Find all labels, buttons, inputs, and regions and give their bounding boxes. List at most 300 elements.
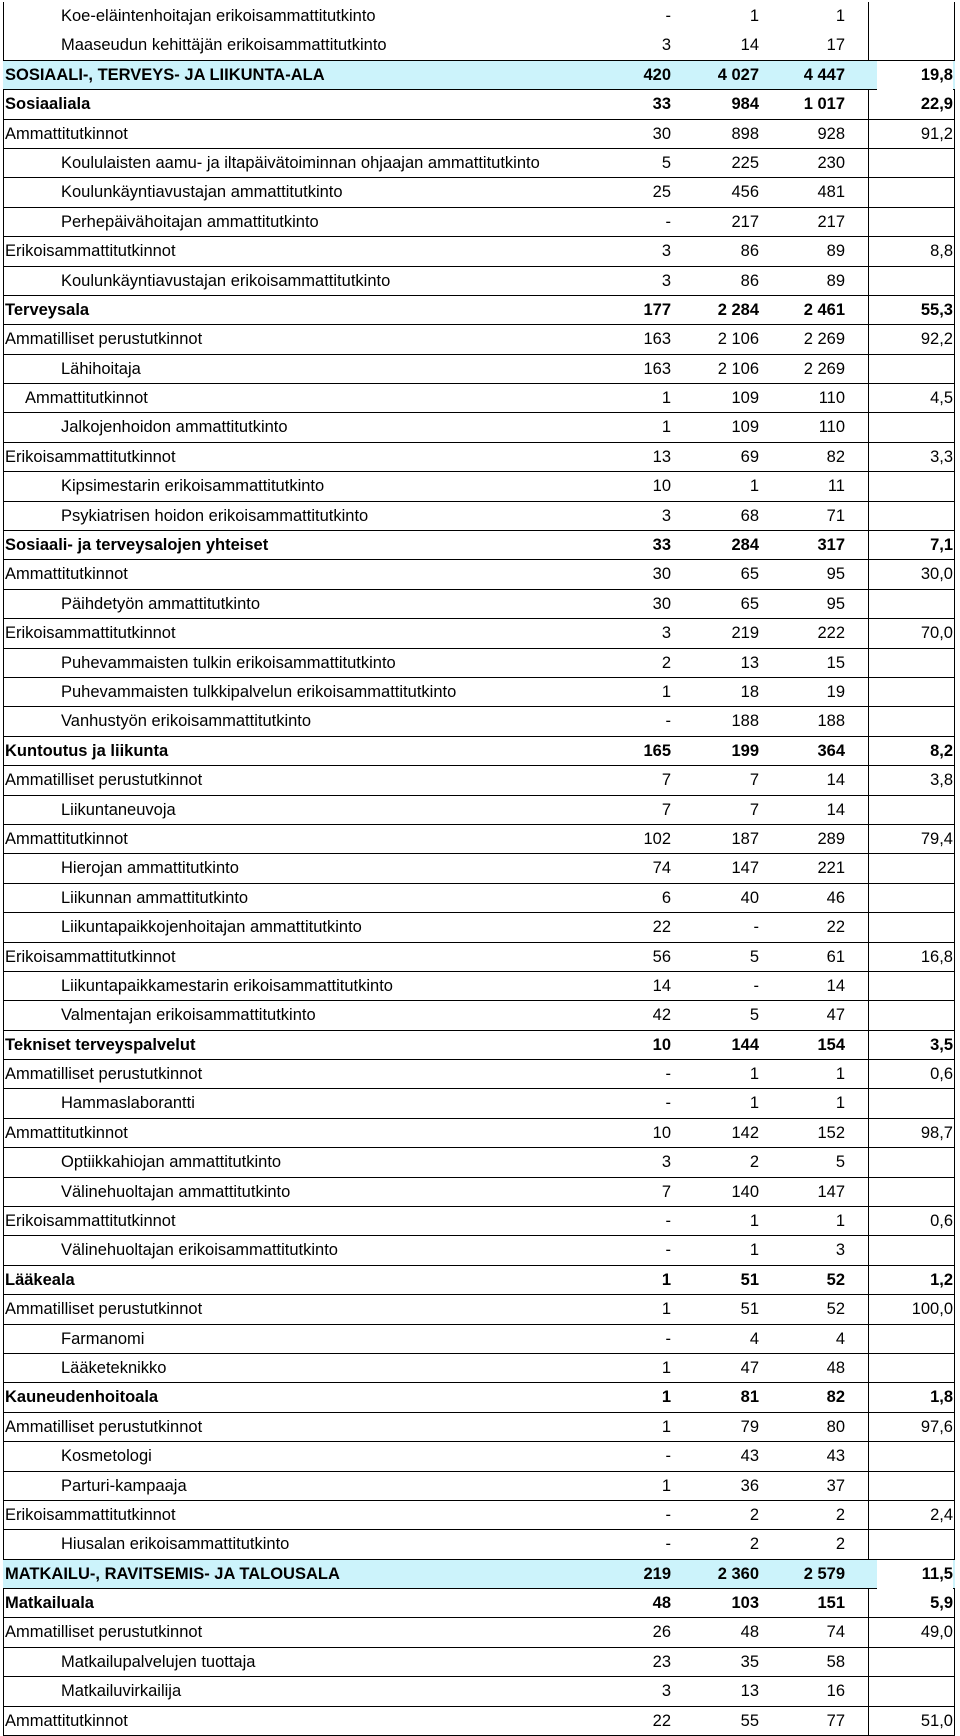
table-row <box>3 1089 955 1118</box>
row-label: Ammattitutkinnot <box>5 829 128 848</box>
value-a: 48 <box>652 1594 671 1613</box>
row-label: Erikoisammattitutkinnot <box>5 624 176 643</box>
value-b: 1 <box>749 477 759 496</box>
value-a: 22 <box>652 1711 671 1730</box>
row-label: Perhepäivähoitajan ammattitutkinto <box>61 212 319 231</box>
value-b: 4 <box>749 1329 759 1348</box>
row-label: Liikuntapaikkamestarin erikoisammattitutkinto <box>61 976 393 995</box>
value-a: 219 <box>643 1564 671 1583</box>
percent-value: 16,8 <box>920 947 953 966</box>
row-label: Farmanomi <box>61 1329 145 1348</box>
value-b: 65 <box>740 594 759 613</box>
row-label: Koulunkäyntiavustajan ammattitutkinto <box>61 183 343 202</box>
value-b: 43 <box>740 1447 759 1466</box>
value-a: 163 <box>643 330 671 349</box>
value-b: 18 <box>740 682 759 701</box>
row-label: Valmentajan erikoisammattitutkinto <box>61 1006 316 1025</box>
table-row <box>3 1207 955 1236</box>
row-label: Ammattitutkinnot <box>5 1123 128 1142</box>
table-row <box>3 472 955 501</box>
value-b: 142 <box>731 1123 759 1142</box>
value-a: 13 <box>652 447 671 466</box>
value-a: - <box>665 1447 671 1466</box>
value-a: 2 <box>661 653 671 672</box>
value-b: 36 <box>740 1476 759 1495</box>
table-row <box>3 1648 955 1677</box>
value-b: 7 <box>749 800 759 819</box>
total-value: 2 269 <box>803 330 845 349</box>
total-value: 147 <box>817 1182 845 1201</box>
table-row <box>3 766 955 795</box>
table-row <box>3 1148 955 1177</box>
total-value: 221 <box>817 859 845 878</box>
value-b: 456 <box>731 183 759 202</box>
total-value: 22 <box>826 918 845 937</box>
value-b: 187 <box>731 829 759 848</box>
row-label: Ammattitutkinnot <box>5 565 128 584</box>
value-b: 86 <box>740 271 759 290</box>
value-b: - <box>753 918 759 937</box>
percent-value: 92,2 <box>920 330 953 349</box>
total-value: 19 <box>826 682 845 701</box>
total-value: 82 <box>826 447 845 466</box>
table-row <box>3 237 955 266</box>
value-a: 163 <box>643 359 671 378</box>
value-b: 81 <box>740 1388 759 1407</box>
value-b: 140 <box>731 1182 759 1201</box>
row-label: Erikoisammattitutkinnot <box>5 242 176 261</box>
total-value: 71 <box>826 506 845 525</box>
percent-value: 22,9 <box>920 95 953 114</box>
table-row <box>3 149 955 178</box>
table-row <box>3 1325 955 1354</box>
total-value: 1 017 <box>803 95 845 114</box>
total-value: 89 <box>826 271 845 290</box>
row-label: Puhevammaisten tulkin erikoisammattitutkinto <box>61 653 396 672</box>
total-value: 188 <box>817 712 845 731</box>
total-value: 15 <box>826 653 845 672</box>
value-a: 56 <box>652 947 671 966</box>
row-label: Hammaslaborantti <box>61 1094 195 1113</box>
total-value: 2 579 <box>803 1564 845 1583</box>
value-b: 79 <box>740 1417 759 1436</box>
percent-value: 1,2 <box>930 1270 953 1289</box>
row-label: Välinehuoltajan ammattitutkinto <box>61 1182 291 1201</box>
value-a: 1 <box>661 1300 671 1319</box>
value-b: 2 <box>749 1505 759 1524</box>
percent-value: 30,0 <box>920 565 953 584</box>
value-a: 177 <box>643 300 671 319</box>
value-a: 30 <box>652 594 671 613</box>
value-a: 10 <box>652 1123 671 1142</box>
value-a: 10 <box>652 477 671 496</box>
total-value: 151 <box>817 1594 845 1613</box>
value-b: 898 <box>731 124 759 143</box>
row-label: Välinehuoltajan erikoisammattitutkinto <box>61 1241 338 1260</box>
total-value: 364 <box>817 741 845 760</box>
value-a: 3 <box>661 506 671 525</box>
value-a: 7 <box>661 771 671 790</box>
percent-value: 5,9 <box>930 1594 953 1613</box>
value-a: 3 <box>661 36 671 55</box>
table-row <box>3 1530 955 1559</box>
total-value: 14 <box>826 771 845 790</box>
group-row <box>3 1266 955 1295</box>
total-value: 222 <box>817 624 845 643</box>
group-row <box>3 90 955 119</box>
total-value: 152 <box>817 1123 845 1142</box>
row-label: Ammattitutkinnot <box>5 1711 128 1730</box>
value-a: 42 <box>652 1006 671 1025</box>
percent-value: 3,3 <box>930 447 953 466</box>
value-b: 284 <box>731 536 759 555</box>
total-value: 110 <box>818 418 845 437</box>
total-value: 1 <box>835 1212 845 1231</box>
total-value: 2 <box>835 1505 845 1524</box>
value-a: 102 <box>643 829 671 848</box>
table-row <box>3 413 955 442</box>
percent-value: 8,2 <box>930 741 953 760</box>
row-label: Kauneudenhoitoala <box>5 1388 159 1407</box>
table-row <box>3 1442 955 1471</box>
value-b: 5 <box>749 947 759 966</box>
table-row <box>3 208 955 237</box>
total-value: 80 <box>826 1417 845 1436</box>
value-b: 2 284 <box>717 300 759 319</box>
value-b: 7 <box>749 771 759 790</box>
value-b: 217 <box>731 212 759 231</box>
total-value: 1 <box>835 1065 845 1084</box>
row-label: Ammattitutkinnot <box>5 124 128 143</box>
value-a: - <box>665 212 671 231</box>
value-a: - <box>665 1535 671 1554</box>
group-row <box>3 1383 955 1412</box>
total-value: 37 <box>826 1476 845 1495</box>
value-a: 33 <box>652 536 671 555</box>
total-value: 89 <box>826 242 845 261</box>
table-row <box>3 355 955 384</box>
statistics-table <box>3 2 955 1736</box>
table-row <box>3 1119 955 1148</box>
value-a: 5 <box>661 153 671 172</box>
value-b: 219 <box>731 624 759 643</box>
table-row <box>3 1501 955 1530</box>
total-value: 928 <box>817 124 845 143</box>
value-a: - <box>665 1329 671 1348</box>
section-row <box>3 61 955 90</box>
value-b: 5 <box>749 1006 759 1025</box>
value-a: - <box>665 1065 671 1084</box>
total-value: 82 <box>826 1388 845 1407</box>
total-value: 317 <box>817 536 845 555</box>
value-b: 51 <box>740 1300 759 1319</box>
total-value: 95 <box>826 594 845 613</box>
row-label: Matkailuala <box>5 1594 94 1613</box>
value-b: 109 <box>731 389 759 408</box>
percent-value: 91,2 <box>920 124 953 143</box>
table-row <box>3 1677 955 1706</box>
table-row <box>3 590 955 619</box>
value-b: 13 <box>740 1682 759 1701</box>
value-a: 3 <box>661 624 671 643</box>
value-a: 3 <box>661 271 671 290</box>
value-b: 14 <box>740 36 759 55</box>
row-label: Liikunnan ammattitutkinto <box>61 888 249 907</box>
table-row <box>3 943 955 972</box>
value-b: 35 <box>740 1652 759 1671</box>
row-label: Ammatilliset perustutkinnot <box>5 1065 203 1084</box>
row-label: Hiusalan erikoisammattitutkinto <box>61 1535 290 1554</box>
group-row <box>3 531 955 560</box>
row-label: Ammatilliset perustutkinnot <box>5 1300 203 1319</box>
table-row <box>3 325 955 354</box>
table-row <box>3 502 955 531</box>
percent-value: 2,4 <box>930 1505 953 1524</box>
total-value: 2 461 <box>803 300 845 319</box>
total-value: 289 <box>817 829 845 848</box>
table-row <box>3 1001 955 1030</box>
table-row <box>3 825 955 854</box>
value-a: 33 <box>652 95 671 114</box>
row-label: Ammattitutkinnot <box>25 389 148 408</box>
value-a: 1 <box>661 1476 671 1495</box>
total-value: 4 <box>835 1329 845 1348</box>
value-a: 1 <box>661 418 671 437</box>
group-row <box>3 296 955 325</box>
table-row <box>3 854 955 883</box>
total-value: 95 <box>826 565 845 584</box>
percent-value: 11,5 <box>877 1560 953 1589</box>
percent-value: 0,6 <box>930 1212 953 1231</box>
value-a: 7 <box>661 1182 671 1201</box>
value-b: 40 <box>740 888 759 907</box>
row-label: Lähihoitaja <box>61 359 141 378</box>
percent-value: 3,5 <box>930 1035 953 1054</box>
section-row <box>3 1560 955 1589</box>
value-b: 69 <box>740 447 759 466</box>
value-a: 420 <box>643 65 671 84</box>
row-label: Puhevammaisten tulkkipalvelun erikoisammattitutkinto <box>61 682 457 701</box>
table-row <box>3 796 955 825</box>
total-value: 47 <box>826 1006 845 1025</box>
value-b: 13 <box>740 653 759 672</box>
total-value: 154 <box>817 1035 845 1054</box>
total-value: 52 <box>826 1270 845 1289</box>
value-b: 109 <box>731 418 759 437</box>
table-row <box>3 678 955 707</box>
total-value: 48 <box>826 1358 845 1377</box>
percent-value: 1,8 <box>930 1388 953 1407</box>
table-row <box>3 1618 955 1647</box>
value-b: 2 106 <box>717 330 759 349</box>
row-label: Tekniset terveyspalvelut <box>5 1035 196 1054</box>
value-b: - <box>753 976 759 995</box>
table-row <box>3 1354 955 1383</box>
value-a: 7 <box>661 800 671 819</box>
value-a: 1 <box>661 1388 671 1407</box>
row-label: Erikoisammattitutkinnot <box>5 1212 176 1231</box>
value-b: 199 <box>731 741 759 760</box>
value-b: 47 <box>740 1358 759 1377</box>
row-label: Päihdetyön ammattitutkinto <box>61 594 261 613</box>
percent-value: 7,1 <box>930 536 953 555</box>
total-value: 4 447 <box>803 65 845 84</box>
value-b: 68 <box>740 506 759 525</box>
total-value: 217 <box>817 212 845 231</box>
value-a: 30 <box>652 124 671 143</box>
value-b: 1 <box>749 1241 759 1260</box>
row-label: Koe-eläintenhoitajan erikoisammattitutkinto <box>61 7 376 25</box>
value-a: 10 <box>652 1035 671 1054</box>
percent-value: 70,0 <box>920 624 953 643</box>
value-a: 3 <box>661 1153 671 1172</box>
row-label: Psykiatrisen hoidon erikoisammattitutkinto <box>61 506 369 525</box>
value-a: 14 <box>652 976 671 995</box>
value-a: 23 <box>652 1652 671 1671</box>
value-a: 1 <box>661 1358 671 1377</box>
table-row <box>3 267 955 296</box>
value-b: 55 <box>740 1711 759 1730</box>
total-value: 1 <box>835 1094 845 1113</box>
row-label: Erikoisammattitutkinnot <box>5 947 176 966</box>
percent-value: 19,8 <box>877 61 953 90</box>
table-row <box>3 178 955 207</box>
value-a: 22 <box>652 918 671 937</box>
percent-value: 79,4 <box>920 829 953 848</box>
row-label: Ammatilliset perustutkinnot <box>5 1417 203 1436</box>
row-label: Erikoisammattitutkinnot <box>5 447 176 466</box>
row-label: Ammatilliset perustutkinnot <box>5 1623 203 1642</box>
value-a: 1 <box>661 682 671 701</box>
table-row <box>3 619 955 648</box>
percent-value: 100,0 <box>911 1300 953 1319</box>
percent-value: 97,6 <box>920 1417 953 1436</box>
total-value: 481 <box>817 183 845 202</box>
percent-value: 55,3 <box>920 300 953 319</box>
value-b: 2 <box>749 1153 759 1172</box>
value-b: 1 <box>749 1094 759 1113</box>
percent-value: 0,6 <box>930 1065 953 1084</box>
value-b: 147 <box>731 859 759 878</box>
value-b: 2 <box>749 1535 759 1554</box>
row-label: Ammatilliset perustutkinnot <box>5 330 203 349</box>
group-row <box>3 737 955 766</box>
table-row <box>3 884 955 913</box>
table-row <box>3 1707 955 1736</box>
row-label: Terveysala <box>5 300 90 319</box>
total-value: 5 <box>835 1153 845 1172</box>
table-row <box>3 120 955 149</box>
row-label: Erikoisammattitutkinnot <box>5 1505 176 1524</box>
total-value: 11 <box>827 477 845 496</box>
row-label: Jalkojenhoidon ammattitutkinto <box>61 418 288 437</box>
value-b: 225 <box>731 153 759 172</box>
value-b: 1 <box>749 1212 759 1231</box>
row-label: Lääketeknikko <box>61 1358 167 1377</box>
value-b: 4 027 <box>717 65 759 84</box>
table-body <box>3 2 955 1736</box>
table-row <box>3 1236 955 1265</box>
value-a: - <box>665 712 671 731</box>
total-value: 52 <box>826 1300 845 1319</box>
row-label: Koululaisten aamu- ja iltapäivätoiminnan ohjaajan ammattitutkinto <box>61 153 540 172</box>
table-row <box>3 31 955 60</box>
total-value: 61 <box>826 947 845 966</box>
row-label: MATKAILU-, RAVITSEMIS- JA TALOUSALA <box>5 1564 340 1583</box>
row-label: Matkailupalvelujen tuottaja <box>61 1652 256 1671</box>
row-label: Matkailuvirkailija <box>61 1682 182 1701</box>
row-label: Maaseudun kehittäjän erikoisammattitutkinto <box>61 36 387 55</box>
percent-value: 98,7 <box>920 1123 953 1142</box>
total-value: 1 <box>835 7 845 25</box>
table-row <box>3 1178 955 1207</box>
value-b: 1 <box>749 7 759 25</box>
percent-value: 51,0 <box>920 1711 953 1730</box>
value-a: 26 <box>652 1623 671 1642</box>
row-label: Optiikkahiojan ammattitutkinto <box>61 1153 282 1172</box>
value-b: 51 <box>740 1270 759 1289</box>
group-row <box>3 1589 955 1618</box>
table-row <box>3 1060 955 1089</box>
percent-value: 49,0 <box>920 1623 953 1642</box>
value-a: 25 <box>652 183 671 202</box>
value-a: 165 <box>643 741 671 760</box>
row-label: SOSIAALI-, TERVEYS- JA LIIKUNTA-ALA <box>5 65 325 84</box>
table-row <box>3 560 955 589</box>
value-a: - <box>665 1241 671 1260</box>
row-label: Ammatilliset perustutkinnot <box>5 771 203 790</box>
table-row <box>3 913 955 942</box>
value-a: 74 <box>652 859 671 878</box>
total-value: 14 <box>826 976 845 995</box>
value-b: 2 360 <box>717 1564 759 1583</box>
total-value: 110 <box>818 389 845 408</box>
value-a: 6 <box>661 888 671 907</box>
value-a: - <box>665 1094 671 1113</box>
total-value: 74 <box>826 1623 845 1642</box>
total-value: 230 <box>817 153 845 172</box>
group-row <box>3 1031 955 1060</box>
row-label: Sosiaaliala <box>5 95 91 114</box>
value-a: - <box>665 1505 671 1524</box>
value-a: 1 <box>661 1270 671 1289</box>
row-label: Lääkeala <box>5 1270 75 1289</box>
value-a: 1 <box>661 1417 671 1436</box>
value-b: 188 <box>731 712 759 731</box>
value-b: 48 <box>740 1623 759 1642</box>
total-value: 17 <box>826 36 845 55</box>
row-label: Sosiaali- ja terveysalojen yhteiset <box>5 536 269 555</box>
value-b: 144 <box>731 1035 759 1054</box>
value-b: 65 <box>740 565 759 584</box>
value-a: 3 <box>661 242 671 261</box>
table-row <box>3 972 955 1001</box>
total-value: 14 <box>826 800 845 819</box>
value-a: 1 <box>661 389 671 408</box>
row-label: Hierojan ammattitutkinto <box>61 859 239 878</box>
total-value: 3 <box>835 1241 845 1260</box>
value-a: 3 <box>661 1682 671 1701</box>
table-row <box>3 649 955 678</box>
value-a: - <box>665 1212 671 1231</box>
table-row <box>3 384 955 413</box>
row-label: Koulunkäyntiavustajan erikoisammattitutkinto <box>61 271 391 290</box>
row-label: Kuntoutus ja liikunta <box>5 741 169 760</box>
value-b: 86 <box>740 242 759 261</box>
value-b: 984 <box>731 95 759 114</box>
table-row <box>3 707 955 736</box>
total-value: 77 <box>826 1711 845 1730</box>
